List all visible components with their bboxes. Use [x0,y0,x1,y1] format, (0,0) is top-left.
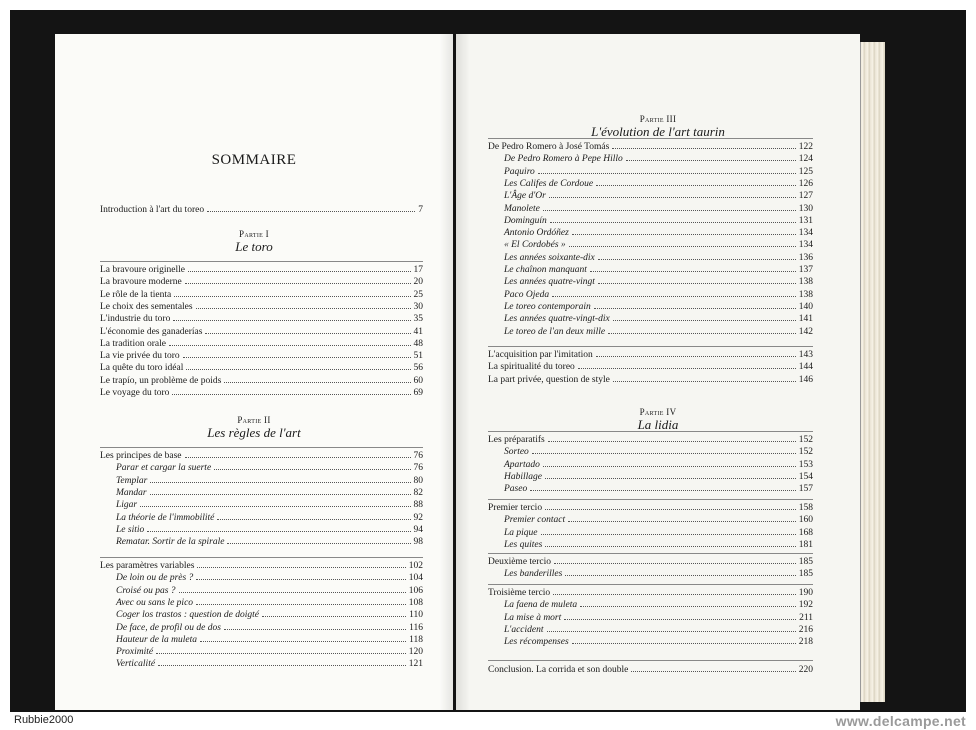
toc-entry-page: 121 [408,659,423,670]
dot-leader [578,360,796,369]
dot-leader [572,226,796,235]
dot-leader [196,571,405,580]
toc-entry [116,461,423,473]
toc-entry-label: L'économie des ganaderías [100,326,203,337]
dot-leader [612,140,795,149]
toc-entry [116,608,423,620]
toc-entry-label: Templar [116,475,148,486]
toc-entry-page: 131 [798,215,813,226]
toc-entry-label: L'industrie du toro [100,314,171,325]
toc-entry-label: Le chaînon manquant [504,265,587,275]
part-title: L'évolution de l'art taurin [591,124,725,139]
toc-entry-page: 143 [798,350,813,360]
toc-entry-label: La mise à mort [504,612,562,623]
dot-leader [598,275,796,284]
toc-entry-label: La bravoure originelle [100,265,185,275]
toc-entry-page: 125 [798,166,813,177]
dot-leader [530,482,796,491]
toc-entry-label: De face, de profil ou de dos [116,622,221,633]
toc-entry-label: De Pedro Romero à José Tomás [488,142,610,152]
toc-entry-label: La tradition orale [100,338,166,349]
dot-leader [147,523,410,532]
part-label: Partie I [239,229,269,239]
toc-entry-page: 140 [798,301,813,312]
dot-leader [227,535,410,544]
toc-entry [100,386,423,398]
toc-entry [116,657,423,669]
toc-entry-page: 30 [413,301,423,312]
toc-entry-page: 134 [798,228,813,239]
toc-entry-page: 17 [413,265,423,275]
toc-entry [504,263,813,275]
toc-entry [504,538,813,550]
dot-leader [569,238,796,247]
toc-entry [488,586,813,598]
toc-entry [504,458,813,470]
dot-leader [186,361,410,370]
dot-leader [150,474,410,483]
toc-entry-label: Conclusion. La corrida et son double [488,665,629,675]
toc-entry-label: « El Cordobés » [504,240,566,251]
toc-entry-label: Le rôle de la tienta [100,289,172,300]
toc-entry [488,373,813,385]
toc-entry [488,433,813,445]
toc-entry-page: 181 [798,539,813,550]
toc-entry-page: 48 [413,338,423,349]
toc-entry-label: Le trapío, un problème de poids [100,375,222,386]
toc-entry-page: 168 [798,527,813,538]
toc-entry [100,263,423,275]
toc-entry [116,571,423,583]
toc-entry-page: 137 [798,265,813,275]
section-divider [488,553,813,554]
uploader-watermark: Rubbie2000 [14,714,74,726]
toc-entry-label: L'acquisition par l'imitation [488,350,593,360]
left-page-content [55,0,453,730]
toc-entry [116,645,423,657]
toc-entry-page: 142 [798,326,813,337]
dot-leader [214,461,410,470]
dot-leader [572,635,796,644]
toc-entry-page: 108 [408,597,423,608]
toc-entry-label: La faena de muleta [504,600,578,611]
dot-leader [183,349,411,358]
toc-entry [504,513,813,525]
toc-entry-label: Les années quatre-vingt-dix [504,314,610,325]
toc-entry-label: Le voyage du toro [100,388,170,398]
toc-entry [504,482,813,494]
dot-leader [608,325,796,334]
dot-leader [596,177,796,186]
toc-entry-page: 106 [408,585,423,596]
toc-entry-page: 118 [409,634,423,645]
dot-leader [626,152,796,161]
toc-entry-page: 127 [798,191,813,202]
dot-leader [158,657,406,666]
toc-entry [504,598,813,610]
toc-entry-label: L'accident [504,624,544,635]
toc-entry [504,189,813,201]
toc-entry-label: Les années quatre-vingt [504,277,595,288]
toc-entry-page: 152 [798,447,813,458]
toc-entry [100,300,423,312]
toc-entry-page: 51 [413,351,423,362]
toc-entry-label: Proximité [116,647,154,658]
dot-leader [545,501,796,510]
toc-entry [116,511,423,523]
toc-entry-page: 138 [798,277,813,288]
dot-leader [532,445,796,454]
toc-entry [504,611,813,623]
toc-entry [100,374,423,386]
toc-entry-page: 82 [413,487,423,498]
dot-leader [596,348,796,357]
toc-entry-label: Coger los trastos : question de doigté [116,610,260,621]
dot-leader [580,598,796,607]
toc-entry-label: Paquiro [504,166,535,177]
toc-entry-page: 88 [413,500,423,511]
toc-entry [504,526,813,538]
toc-entry-page: 120 [408,647,423,658]
toc-entry-label: L'Âge d'Or [504,191,546,202]
dot-leader [552,288,796,297]
section-divider [100,557,423,558]
toc-entry [116,596,423,608]
toc-entry [116,621,423,633]
toc-entry-label: Avec ou sans le pico [116,597,194,608]
toc-entry [504,251,813,263]
toc-entry [504,445,813,457]
part-label: Partie II [237,415,271,425]
dot-leader [590,263,796,272]
toc-entry [504,275,813,287]
dot-leader [262,608,406,617]
toc-entry-label: Premier tercio [488,503,543,513]
dot-leader [538,165,796,174]
toc-entry [488,348,813,360]
toc-entry-label: Le sitio [116,524,145,535]
toc-entry-page: 134 [798,240,813,251]
toc-entry-page: 124 [798,154,813,165]
toc-entry [116,498,423,510]
dot-leader [207,203,415,212]
toc-entry [488,360,813,372]
dot-leader [224,374,410,383]
dot-leader [565,567,795,576]
dot-leader [631,663,795,672]
toc-entry-label: Les paramètres variables [100,561,195,571]
dot-leader [613,312,796,321]
toc-entry-label: Troisième tercio [488,588,551,598]
dot-leader [598,251,796,260]
toc-entry-page: 76 [413,463,423,474]
toc-entry-page: 211 [799,612,813,623]
dot-leader [554,555,796,564]
toc-entry-page: 158 [798,503,813,513]
dot-leader [543,202,796,211]
section-divider [488,138,813,139]
toc-entry [116,535,423,547]
dot-leader [613,373,796,382]
toc-entry-label: Deuxième tercio [488,557,552,567]
toc-entry-page: 218 [798,637,813,648]
section-divider [100,447,423,448]
toc-entry-page: 69 [413,388,423,398]
toc-entry-page: 7 [418,205,423,215]
toc-entry-label: Apartado [504,459,540,470]
dot-leader [217,511,410,520]
toc-entry [116,486,423,498]
toc-entry [100,337,423,349]
toc-entry [504,300,813,312]
toc-entry-label: Introduction à l'art du toreo [100,205,205,215]
toc-entry-label: Manolete [504,203,540,214]
dot-leader [169,337,411,346]
toc-entry-label: La théorie de l'immobilité [116,512,215,523]
toc-entry [488,555,813,567]
toc-entry-page: 104 [408,573,423,584]
toc-entry [100,203,423,215]
toc-entry-label: Mandar [116,487,147,498]
toc-entry-label: Les récompenses [504,637,569,648]
toc-entry-page: 130 [798,203,813,214]
toc-entry-label: Les principes de base [100,451,182,461]
toc-entry-label: Croisé ou pas ? [116,585,176,596]
dot-leader [196,300,411,309]
dot-leader [185,449,411,458]
toc-entry [488,140,813,152]
dot-leader [196,596,406,605]
toc-entry [504,567,813,579]
toc-entry-label: De loin ou de près ? [116,573,194,584]
toc-entry-page: 157 [798,484,813,495]
toc-entry-label: De Pedro Romero à Pepe Hillo [504,154,623,165]
toc-entry-page: 138 [798,289,813,300]
part-title: Les règles de l'art [207,425,301,440]
toc-entry-label: La bravoure moderne [100,277,182,288]
toc-entry-page: 25 [413,289,423,300]
dot-leader [174,288,410,297]
dot-leader [550,214,796,223]
toc-entry [504,152,813,164]
toc-entry-page: 76 [413,451,423,461]
toc-entry [504,202,813,214]
toc-entry-page: 146 [798,374,813,385]
toc-entry-page: 35 [413,314,423,325]
section-divider [488,584,813,585]
dot-leader [140,498,410,507]
toc-entry [504,325,813,337]
dot-leader [150,486,411,495]
dot-leader [173,312,410,321]
toc-entry [116,633,423,645]
dot-leader [205,325,410,334]
toc-entry-label: Premier contact [504,515,566,526]
toc-entry-label: Antonio Ordóñez [504,228,569,239]
dot-leader [197,559,405,568]
toc-entry-label: La spiritualité du toreo [488,362,575,373]
dot-leader [541,526,796,535]
toc-entry [504,312,813,324]
toc-entry-page: 154 [798,471,813,482]
toc-entry-page: 152 [798,435,813,445]
toc-entry [116,523,423,535]
toc-entry-label: Le choix des sementales [100,301,193,312]
dot-leader [200,633,406,642]
dot-leader [549,189,796,198]
toc-entry-label: Les banderilles [504,569,563,580]
toc-entry-page: 110 [409,610,423,621]
toc-entry-label: Habillage [504,471,542,482]
toc-entry-label: Dominguín [504,215,547,226]
toc-entry [504,470,813,482]
toc-entry-label: Sorteo [504,447,529,458]
site-watermark: www.delcampe.net [835,713,966,729]
toc-entry-page: 41 [413,326,423,337]
toc-entry [504,238,813,250]
toc-entry [116,474,423,486]
toc-entry-label: La quête du toro idéal [100,363,184,374]
toc-entry-label: Paco Ojeda [504,289,550,300]
dot-leader [548,433,796,442]
toc-entry-label: Les années soixante-dix [504,252,595,263]
section-divider [488,431,813,432]
toc-entry [504,288,813,300]
toc-entry-label: La part privée, question de style [488,374,610,385]
toc-entry [100,312,423,324]
dot-leader [568,513,796,522]
toc-entry [100,559,423,571]
toc-entry [504,214,813,226]
dot-leader [224,621,406,630]
toc-entry-label: Les quites [504,539,543,550]
toc-entry-label: Rematar. Sortir de la spirale [116,537,225,548]
toc-entry-page: 144 [798,362,813,373]
toc-entry-page: 185 [798,569,813,580]
toc-entry-page: 216 [798,624,813,635]
toc-entry-page: 102 [408,561,423,571]
dot-leader [545,538,795,547]
toc-entry-label: Les Califes de Cordoue [504,178,594,189]
right-page-content [456,0,860,730]
toc-entry-label: Le toreo contemporain [504,301,591,312]
toc-entry [504,177,813,189]
dot-leader [547,623,796,632]
section-divider [488,346,813,347]
toc-entry-page: 116 [409,622,423,633]
toc-entry-page: 136 [798,252,813,263]
toc-entry-page: 94 [413,524,423,535]
toc-entry-page: 92 [413,512,423,523]
toc-entry-page: 190 [798,588,813,598]
toc-entry-page: 80 [413,475,423,486]
dot-leader [543,458,796,467]
toc-entry [100,349,423,361]
toc-entry-label: Hauteur de la muleta [116,634,198,645]
toc-entry [100,288,423,300]
toc-entry-label: La pique [504,527,538,538]
toc-entry-page: 60 [413,375,423,386]
dot-leader [564,611,796,620]
section-divider [488,660,813,661]
toc-entry [504,623,813,635]
page-title: SOMMAIRE [211,152,297,168]
toc-entry-page: 192 [798,600,813,611]
toc-entry [504,226,813,238]
toc-entry-page: 220 [798,665,813,675]
toc-entry-label: Parar et cargar la suerte [116,463,212,474]
toc-entry [100,275,423,287]
toc-entry-page: 141 [798,314,813,325]
dot-leader [553,586,796,595]
part-label: Partie III [639,114,677,124]
toc-entry-label: Le toreo de l'an deux mille [504,326,606,337]
dot-leader [545,470,796,479]
toc-entry [488,663,813,675]
toc-entry [504,635,813,647]
dot-leader [185,275,411,284]
toc-entry-label: Les préparatifs [488,435,545,445]
section-divider [488,499,813,500]
toc-entry-label: La vie privée du toro [100,351,180,362]
toc-entry-page: 20 [413,277,423,288]
toc-entry [116,584,423,596]
page-edges [860,42,885,702]
toc-entry-page: 185 [798,557,813,567]
toc-entry [100,361,423,373]
toc-entry-label: Ligar [116,500,138,511]
dot-leader [172,386,410,395]
toc-entry-label: Paseo [504,484,528,495]
toc-entry-page: 153 [798,459,813,470]
dot-leader [188,263,411,272]
section-divider [100,261,423,262]
toc-entry-page: 126 [798,178,813,189]
dot-leader [179,584,406,593]
part-label: Partie IV [639,407,677,417]
toc-entry-page: 56 [413,363,423,374]
toc-entry [488,501,813,513]
toc-entry [100,325,423,337]
toc-entry-page: 98 [413,537,423,548]
toc-entry [504,165,813,177]
toc-entry-label: Verticalité [116,659,156,670]
toc-entry-page: 122 [798,142,813,152]
dot-leader [594,300,796,309]
part-title: La lidia [637,417,679,432]
toc-entry-page: 160 [798,515,813,526]
part-title: Le toro [235,239,273,254]
toc-entry [100,449,423,461]
dot-leader [156,645,406,654]
